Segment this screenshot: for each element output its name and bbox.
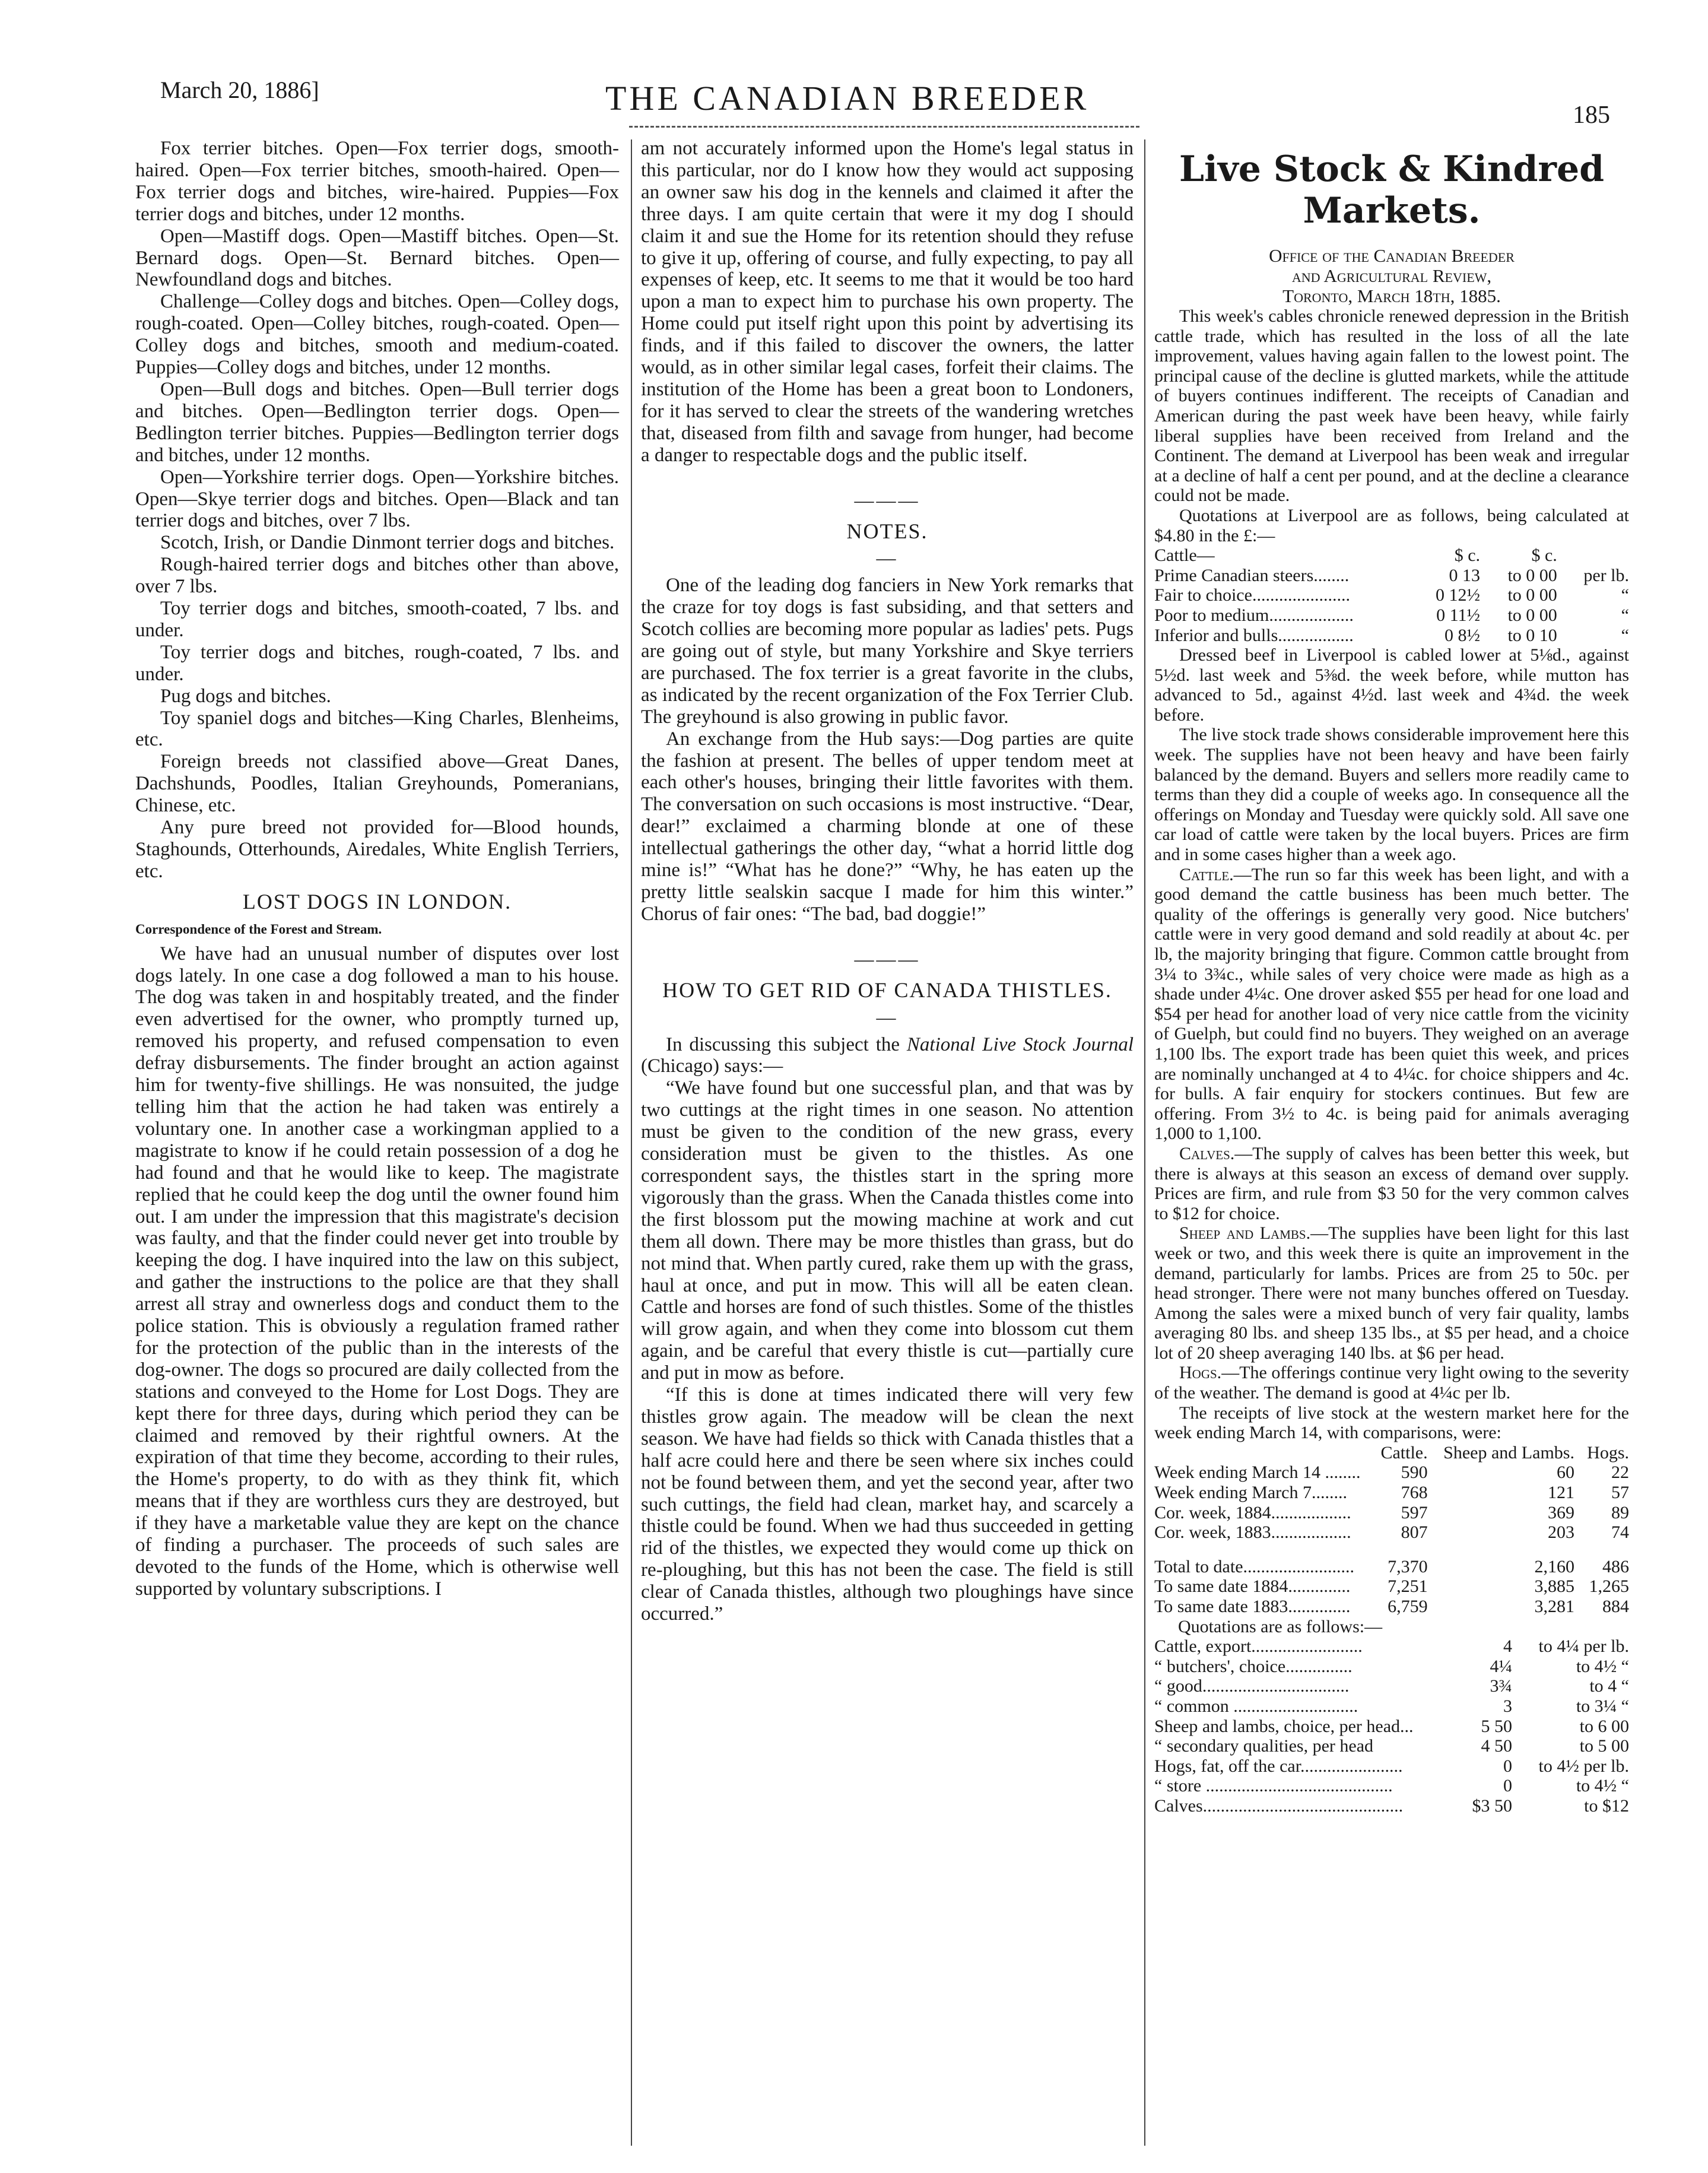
thistles-paragraph: “If this is done at times indicated there will very few thistles grow again. The meadow will be clean the next season. We have had fields so thick with Canada thistles that a half acre could here and there be seen where six inches could not be found between them, and yet the second year, after two such cuttings, the field had clean, market hay, and scarcely a thistle could be found. When we had thus succeeded in getting rid of the thistles, we expected they would come up thick on re-ploughing, but this has not been the case. The field is still clear of Canada thistles, although two ploughings have since occurred.” [641,1384,1134,1625]
markets-intro: This week's cables chronicle renewed depression in the British cattle trade, which has resulted in the loss of all the late improvement, values having again fallen to the lowest point. The principal cause of the decline is glutted markets, while the attitude of buyers continues indifferent. The receipts of Canadian and American during the past week have been heavy, while fairly liberal supplies have been received from Ireland and the Continent. The demand at Liverpool has been weak and irregular at a decline of half a cent per pound, and at the decline a clearance could not be made. [1154,306,1629,506]
liverpool-intro: Quotations at Liverpool are as follows, being calculated at $4.80 in the £:— [1154,505,1629,545]
table-cell: 121 [1547,1483,1574,1503]
quotations-table [1154,1636,1629,1816]
masthead-title: THE CANADIAN BREEDER [605,79,1090,118]
lost-dogs-article: We have had an unusual number of disputes over lost dogs lately. In one case a dog followed a man to his house. The dog was taken in and hospitably treated, and the finder even advertised for the owner, who promptly turned up, removed his property, and refused compensation to even defray disbursements. The finder brought an action against him for twenty-five shillings. He was nonsuited, the judge telling him that the action he had taken was entirely a voluntary one. In another case a workingman applied to a magistrate to know if he could retain possession of a dog he had found and that he would like to keep. The magistrate replied that he could keep the dog until the owner found him out. I am under the impression that this magistrate's decision was faulty, and that the finder could never get into trouble by keeping the dog. I have inquired into the law on this subject, and gather the instructions to the police are that they shall arrest all stray and ownerless dogs and conduct them to the police station. This is obviously a regulation framed rather for the protection of the public than in the interests of the dog-owner. The dogs so procured are daily collected from the stations and conveyed to the Home for Lost Dogs. They are kept there for three days, during which period they can be claimed and removed by their rightful owners. At the expiration of that time they become, according to their rules, the Home's property, to do with as they think fit, which means that if they are worthless curs they are destroyed, but if they have a marketable value they are kept on the chance of finding a purchaser. The proceeds of such sales are devoted to the funds of the Home, which is otherwise well supported by voluntary subscriptions. I [135,943,619,1600]
table-cell: Week ending March 7........ [1154,1483,1347,1503]
table-cell: 369 [1547,1502,1574,1522]
lost-dogs-continuation: am not accurately informed upon the Home's legal status in this particular, nor do I know how they would act supposing an owner saw his dog in the kennels and claimed it after the three days. I am quite certain that were it my dog I should claim it and sue the Home for its retention should they refuse to give it up, offering of course, and fully expecting, to pay all expenses of keep, etc. It seems to me that it would be too hard upon a man to expect him to purchase his own property. The Home could put itself right upon this point by advertising its finds, and if this failed to discover the owners, the latter would, as in other similar legal cases, forfeit their claims. The institution of the Home has been a great boon to Londoners, for it has served to clear the streets of the wandering wretches that, diseased from filth and savage from hunger, had become a danger to respectable dogs and the public itself. [641,138,1134,466]
column-3 [1154,138,1629,1816]
table-cell: to 0 00 [1507,585,1557,605]
table-cell: to 0 10 [1507,625,1557,645]
class-paragraph: Toy spaniel dogs and bitches—King Charles, Blenheims, etc. [135,707,619,751]
table-cell: 0 [1503,1776,1513,1796]
table-cell: 4¼ [1490,1656,1513,1676]
table-row [1154,1483,1629,1503]
table-cell: 3,281 [1534,1597,1574,1616]
liverpool-table [1154,545,1629,645]
table-cell: 22 [1611,1463,1629,1483]
live-trade: The live stock trade shows considerable improvement here this week. The supplies have not been heavy and have been fairly balanced by the demand. Buyers and sellers more readily came to terms than they did a couple of weeks ago. In consequence all the offerings on Monday and Tuesday were quickly sold. All save one car load of cattle were taken by the local buyers. Prices are firm and in some cases higher than a week ago. [1154,725,1629,865]
table-cell: Cattle, export......................... [1154,1636,1363,1657]
dressed-beef: Dressed beef in Liverpool is cabled lower at 5⅛d., against 5½d. last week and 5⅜d. the week before, while mutton has advanced to 5d., against 4½d. last week and 4¾d. the week before. [1154,645,1629,725]
table-cell: per lb. [1583,565,1629,585]
table-spacer [1154,1543,1629,1557]
lost-dogs-source: Correspondence of the Forest and Stream. [135,921,382,937]
table-cell: 57 [1611,1483,1629,1503]
class-paragraph: Foreign breeds not classified above—Great Danes, Dachshunds, Poodles, Italian Greyhounds, Pomeranians, Chinese, etc. [135,751,619,817]
table-cell: 1,265 [1589,1576,1629,1597]
class-paragraph: Open—Mastiff dogs. Open—Mastiff bitches. Open—St. Bernard dogs. Open—St. Bernard bitches. Open—Newfoundland dogs and bitches. [135,225,619,291]
class-paragraph: Fox terrier bitches. Open—Fox terrier dogs, smooth-haired. Open—Fox terrier bitches, smooth-haired. Open—Fox terrier dogs and bitches, wire-haired. Puppies—Fox terrier dogs and bitches, under 12 months. [135,138,619,225]
table-cell: 4 50 [1481,1736,1513,1756]
table-row [1154,1657,1629,1677]
column-rule-1 [631,139,632,2146]
office-line: Toronto, March 18th, 1885. [1282,285,1501,306]
section-divider: ——— [854,948,920,970]
table-row [1154,1576,1629,1597]
class-paragraph: Any pure breed not provided for—Blood hounds, Staghounds, Otterhounds, Airedales, White English Terriers, etc. [135,817,619,882]
issue-date: March 20, 1886] [160,77,319,103]
table-cell: 0 12½ [1436,585,1481,605]
table-cell: 7,251 [1388,1576,1428,1597]
notes-paragraph: An exchange from the Hub says:—Dog parties are quite the fashion at present. The belles of upper tendom meet at each other's houses, bringing their little favorites with them. The conversation on such occasions is most instructive. “Dear, dear!” exclaimed a charming blonde at one of these intellectual gatherings the other day, “what a horrid little dog mine is!” “What has he done?” “Why, he has eaten up the pretty little sealskin sacque I made for him this winter.” Chorus of fair ones: “The bad, bad doggie!” [641,728,1134,925]
sheep-report: Sheep and Lambs.—The supplies have been light for this last week or two, and this week there is quite an improvement in the demand, particularly for lambs. Prices are from 25 to 50c. per head stronger. There were not many bunches offered on Tuesday. Among the sales were a mixed bunch of very fair quality, lambs averaging 80 lbs. and sheep 135 lbs., at $5 per head, and a choice lot of 20 sheep averaging 140 lbs. at $6 per head. [1154,1223,1630,1363]
table-cell: to 0 00 [1507,565,1557,585]
column-rule-2 [1144,139,1145,2146]
table-row [1154,1503,1629,1523]
receipts-intro: The receipts of live stock at the western market here for the week ending March 14, with comparisons, were: [1154,1403,1629,1443]
table-row [1154,1696,1629,1717]
table-cell: 597 [1401,1502,1428,1522]
table-cell: 3 [1503,1696,1513,1716]
section-divider: ——— [854,490,920,512]
table-cell: Cattle. [1380,1442,1428,1463]
table-cell: 0 8½ [1445,625,1481,645]
lost-dogs-heading: LOST DOGS IN LONDON. [242,889,512,913]
table-row [1154,1597,1629,1617]
table-row [1154,1776,1629,1796]
table-cell [1557,545,1629,566]
table-cell: Hogs. [1587,1442,1629,1463]
table-row [1154,1756,1629,1777]
class-paragraph: Toy terrier dogs and bitches, rough-coated, 7 lbs. and under. [135,641,619,685]
table-cell: Total to date......................... [1154,1556,1355,1576]
table-row [1154,1463,1629,1483]
table-cell [1154,1443,1368,1463]
table-cell: 3,885 [1534,1576,1574,1597]
class-paragraph: Pug dogs and bitches. [160,685,331,707]
table-cell: Cor. week, 1884.................. [1154,1502,1351,1522]
table-cell: to 4¼ per lb. [1538,1636,1629,1657]
table-cell: “ good................................. [1154,1676,1350,1696]
table-cell: 89 [1611,1502,1629,1522]
table-cell: 0 13 [1449,565,1481,585]
table-cell: to 3¼ “ [1576,1696,1629,1716]
table-cell: Calves............................................. [1154,1795,1404,1816]
class-paragraph: Toy terrier dogs and bitches, smooth-coated, 7 lbs. and under. [135,598,619,641]
table-cell: 2,160 [1534,1556,1574,1576]
class-paragraph: Challenge—Colley dogs and bitches. Open—Colley dogs, rough-coated. Open—Colley bitches, rough-coated. Open—Colley dogs and bitches, smooth and medium-coated. Puppies—Colley dogs and bitches, under 12 months. [135,291,619,379]
table-cell: 768 [1401,1483,1428,1503]
cattle-report: Cattle.—The run so far this week has been light, and with a good demand the cattle business has been much better. The quality of the offerings is generally very good. Nice butchers' cattle were in very good demand and sold readily at about 4c. per lb, the majority bringing that figure. Common cattle brought from 3¼ to 3¾c., while sales of very choice were made as high as a shade under 4¼c. One drover asked $55 per head for one load and $54 per head for another load of very nice cattle from the vicinity of Guelph, but could find no buyers. They weighed on an average 1,100 lbs. The export trade has been quiet this week, and prices are nominally unchanged at 4 to 4¼c. for choice shippers and 4c. for bulls. A fair enquiry for stockers continues. But few are offering. From 3½ to 4c. is being paid for animals averaging 1,000 to 1,100. [1154,864,1629,1144]
table-cell: To same date 1884.............. [1154,1576,1351,1597]
table-row [1154,1676,1629,1696]
table-cell: “ [1621,585,1629,605]
table-cell: 74 [1611,1522,1629,1543]
table-cell: to 4½ “ [1576,1656,1629,1676]
table-cell: Cattle— [1154,545,1215,566]
table-row [1154,1522,1629,1543]
table-cell: 7,370 [1388,1556,1428,1576]
table-cell: to 0 00 [1507,605,1557,625]
table-cell: 884 [1602,1597,1629,1616]
table-cell: 3¾ [1490,1676,1513,1696]
table-cell: Inferior and bulls................. [1154,625,1354,645]
table-row [1154,1717,1629,1737]
table-row [1154,1796,1629,1816]
table-cell: “ common ............................ [1154,1696,1358,1716]
table-row [1154,1736,1629,1756]
table-cell: $ c. [1531,545,1557,566]
table-cell: 807 [1401,1522,1428,1543]
table-header-row [1154,545,1629,566]
table-cell: to 4½ “ [1576,1776,1629,1796]
class-paragraph: Open—Bull dogs and bitches. Open—Bull terrier dogs and bitches. Open—Bedlington terrier dogs. Open—Bedlington terrier bitches. Puppies—Bedlington terrier dogs and bitches, under 12 months. [135,378,619,466]
quotations-intro: Quotations are as follows:— [1178,1616,1383,1636]
table-cell: 0 11½ [1436,605,1481,625]
class-paragraph: Open—Yorkshire terrier dogs. Open—Yorkshire bitches. Open—Skye terrier dogs and bitches. Open—Black and tan terrier dogs and bitches, over 7 lbs. [135,466,619,532]
table-cell: 5 50 [1481,1716,1513,1736]
page-number: 185 [1573,101,1610,129]
column-1 [135,138,619,1600]
table-cell: to 4½ per lb. [1538,1756,1629,1776]
receipts-table [1154,1443,1629,1617]
journal-title: National Live Stock Journal [906,1033,1134,1055]
table-cell: $ c. [1454,545,1481,566]
office-line: Office of the Canadian Breeder [1269,245,1515,266]
table-cell: “ [1621,625,1629,645]
table-cell: “ store .......................................... [1154,1776,1393,1796]
table-cell: 4 [1503,1636,1513,1657]
table-cell: Prime Canadian steers........ [1154,565,1350,585]
notes-paragraph: One of the leading dog fanciers in New York remarks that the craze for toy dogs is fast subsiding, and that setters and Scotch collies are becoming more popular as ladies' pets. Pugs are going out of style, but many Yorkshire and Skye terriers are purchased. The fox terrier is a great favorite in the clubs, as indicated by the recent organization of the Fox Terrier Club. The greyhound is also growing in public favor. [641,575,1134,728]
calves-report: Calves.—The supply of calves has been better this week, but there is always at this season an excess of demand over supply. Prices are firm, and rule from $3 50 for the very common calves to $12 for choice. [1154,1143,1629,1223]
table-cell: to $12 [1584,1795,1629,1816]
table-cell: “ butchers', choice............... [1154,1656,1353,1676]
table-cell: To same date 1883.............. [1154,1597,1351,1616]
table-row [1154,566,1629,586]
notes-heading: NOTES. [846,519,928,543]
table-cell: Poor to medium................... [1154,605,1354,625]
table-cell: Sheep and lambs, choice, per head... [1154,1716,1414,1736]
table-cell: 0 [1503,1756,1513,1776]
table-cell: “ [1621,605,1629,625]
column-2 [641,138,1134,1625]
table-row [1154,1636,1629,1657]
table-cell: Cor. week, 1883.................. [1154,1522,1351,1543]
table-cell: “ secondary qualities, per head [1154,1736,1374,1756]
table-cell: $3 50 [1472,1795,1513,1816]
table-cell: 486 [1602,1556,1629,1576]
table-cell: Sheep and Lambs. [1443,1442,1574,1463]
office-line: and Agricultural Review, [1291,265,1492,286]
header-rule [629,126,1139,128]
class-paragraph: Scotch, Irish, or Dandie Dinmont terrier dogs and bitches. [160,532,615,554]
table-cell: 6,759 [1388,1597,1428,1616]
thistles-intro: In discussing this subject the National Live Stock Journal (Chicago) says:— [641,1033,1134,1077]
table-cell: 203 [1547,1522,1574,1543]
table-cell: Fair to choice...................... [1154,585,1350,605]
table-cell: Week ending March 14 ........ [1154,1463,1361,1483]
section-divider: — [876,548,899,570]
table-cell: to 6 00 [1579,1716,1629,1736]
table-cell: to 4 “ [1589,1676,1629,1696]
table-row [1154,605,1629,626]
table-row [1154,626,1629,646]
table-cell: Hogs, fat, off the car....................... [1154,1756,1403,1776]
section-divider: — [876,1007,899,1029]
thistles-heading: HOW TO GET RID OF CANADA THISTLES. [662,978,1112,1002]
table-header-row [1154,1443,1629,1463]
dog-show-classes [135,138,619,883]
class-paragraph: Rough-haired terrier dogs and bitches other than above, over 7 lbs. [135,554,619,598]
table-cell: 590 [1401,1463,1428,1483]
markets-heading: Live Stock & Kindred Markets. [1179,148,1605,231]
table-row [1154,1557,1629,1577]
table-cell: 60 [1556,1463,1574,1483]
table-row [1154,585,1629,605]
hogs-report: Hogs.—The offerings continue very light owing to the severity of the weather. The demand is good at 4¼c per lb. [1154,1363,1629,1403]
thistles-paragraph: “We have found but one successful plan, and that was by two cuttings at the right times in one season. No attention must be given to the condition of the new grass, every consideration must be given to the thistles. As one correspondent says, the thistles start in the spring more vigorously than the grass. When the Canada thistles come into the first blossom put the mowing machine at work and cut them all down. There may be more thistles than grass, but do not mind that. When partly cured, rake them up with the grass, haul at once, and put in mow. This will all be eaten clean. Cattle and horses are fond of such thistles. Some of the thistles will grow again, and when they come into blossom cut them again, and be careful that every thistle is cut—partially cure and put in mow as before. [641,1077,1134,1384]
table-cell: to 5 00 [1579,1736,1629,1756]
